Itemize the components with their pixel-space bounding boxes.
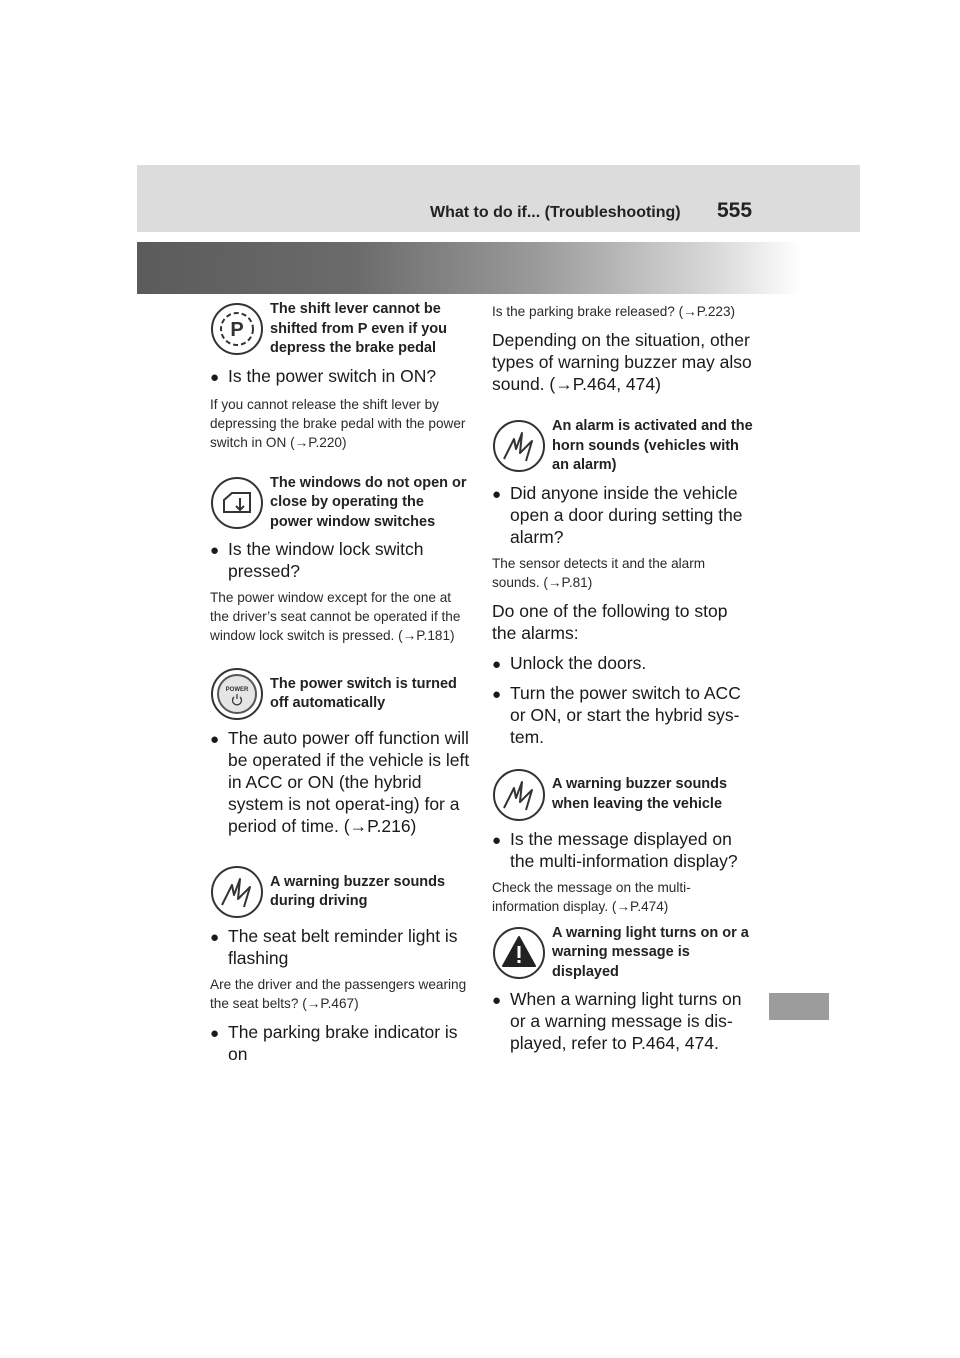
section-windows [210, 474, 470, 533]
section-alarm [492, 417, 754, 476]
bullet-icon: ● [210, 542, 220, 559]
section-shift-lever [210, 300, 470, 359]
note-text: Are the driver and the passengers wearing the seat belts? (→P.467) [210, 977, 467, 1011]
bullet-icon: ● [492, 831, 502, 849]
parking-gear-icon [210, 302, 264, 356]
section-heading: The shift lever cannot be shifted from P even if you depress the brake pedal [270, 301, 447, 356]
note-text: Check the message on the multi-information display. (→P.474) [492, 879, 691, 914]
section-heading: The power switch is turned off automatically [270, 675, 457, 711]
list-item: ● Is the window lock switch pressed? [210, 539, 424, 581]
section-buzzer-driving [210, 865, 470, 919]
bullet-icon: ● [210, 731, 220, 748]
warning-buzzer-icon [492, 768, 546, 822]
list-item: ● Unlock the doors. [492, 652, 754, 676]
bullet-icon: ● [210, 1025, 220, 1042]
list-item: ● Is the message displayed on the multi-information display? [492, 828, 738, 871]
section-buzzer-leaving [492, 768, 754, 822]
paragraph: Depending on the situation, other types of warning buzzer may also sound. (→P.464, 474) [492, 330, 752, 394]
section-heading: A warning buzzer sounds when leaving the vehicle [552, 776, 728, 812]
bullet-icon: ● [210, 929, 220, 946]
note-text: If you cannot release the shift lever by depressing the brake pedal with the power switch in ON (→P.220) [210, 396, 466, 450]
section-heading: The windows do not open or close by operating the power window switches [270, 474, 467, 530]
note-text: The power window except for the one at the driver’s seat cannot be operated if the window lock switch is pressed. (→P.181) [210, 590, 461, 643]
list-item: ● Is the power switch in ON? [210, 365, 470, 389]
bullet-icon: ● [492, 685, 502, 703]
bullet-icon: ● [492, 485, 502, 503]
warning-buzzer-icon [492, 419, 546, 473]
paragraph: Do one of the following to stop the alarms: [492, 600, 728, 643]
warning-triangle-icon [492, 926, 546, 980]
bullet-icon: ● [492, 655, 502, 673]
right-column [492, 300, 754, 1060]
section-heading: A warning light turns on or a warning message is displayed [552, 924, 749, 980]
list-item: ● The parking brake indicator is on [210, 1022, 458, 1064]
bullet-icon: ● [492, 992, 502, 1009]
svg-text:POWER: POWER [225, 687, 249, 693]
section-warning-light [492, 924, 754, 983]
chapter-tab [769, 993, 829, 1020]
list-item: ● When a warning light turns on or a warning message is dis-played, refer to P.464, 474. [492, 989, 742, 1053]
page-number: 555 [717, 199, 753, 222]
section-heading: A warning buzzer sounds during driving [270, 873, 446, 909]
svg-text:P: P [230, 319, 244, 342]
power-window-icon [210, 476, 264, 530]
note-text: Is the parking brake released? (→P.223) [492, 304, 736, 319]
list-item: ● The auto power off function will be operated if the vehicle is left in ACC or ON (the hybrid system is not operat-ing) for a period of time. (→P.216) [210, 728, 470, 836]
power-button-icon [210, 667, 264, 721]
page-title: What to do if... (Troubleshooting) [430, 204, 681, 221]
section-power-switch [210, 667, 470, 721]
list-item: ● The seat belt reminder light is flashing [210, 926, 458, 968]
note-text: The sensor detects it and the alarm sounds. (→P.81) [492, 555, 706, 590]
left-column [210, 300, 470, 1071]
list-item: ● Did anyone inside the vehicle open a door during setting the alarm? [492, 482, 743, 547]
bullet-icon: ● [210, 368, 220, 386]
section-heading: An alarm is activated and the horn sounds (vehicles with an alarm) [552, 418, 753, 473]
list-item: ● Turn the power switch to ACC or ON, or start the hybrid sys-tem. [492, 682, 741, 747]
section-band [137, 242, 860, 294]
warning-buzzer-icon [210, 865, 264, 919]
